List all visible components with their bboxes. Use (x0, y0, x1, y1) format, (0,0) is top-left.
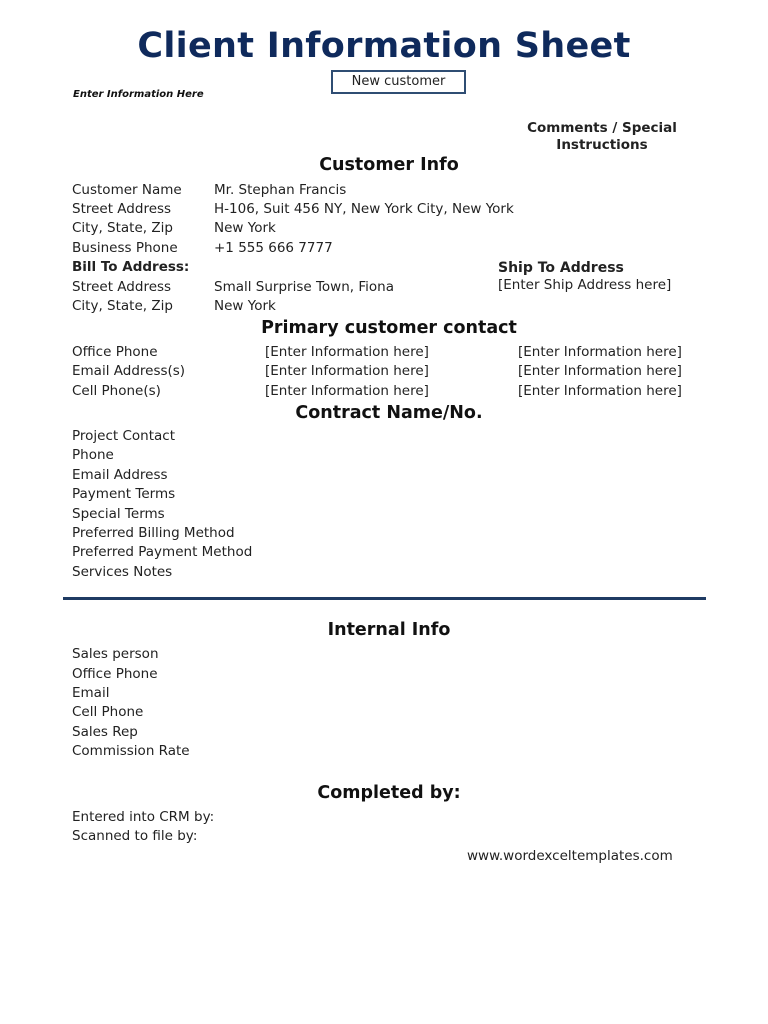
business-phone-label: Business Phone (72, 240, 178, 256)
scanned-file-label: Scanned to file by: (72, 828, 198, 844)
contract-email-label: Email Address (72, 467, 168, 483)
email-address-field-2[interactable]: [Enter Information here] (518, 363, 682, 379)
completed-by-heading: Completed by: (317, 783, 461, 803)
footer-url[interactable]: www.wordexceltemplates.com (467, 848, 673, 864)
internal-office-phone-label: Office Phone (72, 666, 158, 682)
ship-to-heading: Ship To Address (498, 260, 624, 276)
sales-person-label: Sales person (72, 646, 159, 662)
customer-info-heading: Customer Info (319, 155, 459, 175)
page-title: Client Information Sheet (137, 26, 631, 66)
business-phone-value[interactable]: +1 555 666 7777 (214, 240, 333, 256)
billing-method-label: Preferred Billing Method (72, 525, 235, 541)
contract-heading: Contract Name/No. (295, 403, 483, 423)
street-address-value[interactable]: H-106, Suit 456 NY, New York City, New York (214, 201, 514, 217)
cell-phone-label: Cell Phone(s) (72, 383, 161, 399)
entered-crm-label: Entered into CRM by: (72, 809, 215, 825)
cell-phone-field[interactable]: [Enter Information here] (265, 383, 429, 399)
bill-street-label: Street Address (72, 279, 172, 295)
office-phone-field-2[interactable]: [Enter Information here] (518, 344, 682, 360)
city-state-zip-value[interactable]: New York (214, 220, 276, 236)
city-state-zip-label: City, State, Zip (72, 220, 173, 236)
customer-name-label: Customer Name (72, 182, 182, 198)
street-address-label: Street Address (72, 201, 172, 217)
bill-street-value[interactable]: Small Surprise Town, Fiona (214, 279, 394, 295)
ship-to-value[interactable]: [Enter Ship Address here] (498, 277, 672, 293)
customer-status-field[interactable]: New customer (331, 70, 466, 94)
enter-info-hint: Enter Information Here (73, 89, 204, 100)
cell-phone-field-2[interactable]: [Enter Information here] (518, 383, 682, 399)
services-notes-label: Services Notes (72, 564, 173, 580)
commission-rate-label: Commission Rate (72, 743, 190, 759)
phone-label: Phone (72, 447, 114, 463)
office-phone-field[interactable]: [Enter Information here] (265, 344, 429, 360)
project-contact-label: Project Contact (72, 428, 176, 444)
section-divider (63, 597, 706, 600)
office-phone-label: Office Phone (72, 344, 158, 360)
sales-rep-label: Sales Rep (72, 724, 138, 740)
bill-to-heading: Bill To Address: (72, 259, 190, 275)
internal-info-heading: Internal Info (327, 620, 451, 640)
email-address-field[interactable]: [Enter Information here] (265, 363, 429, 379)
comments-heading: Comments / Special Instructions (527, 120, 677, 153)
email-address-label: Email Address(s) (72, 363, 186, 379)
bill-city-label: City, State, Zip (72, 298, 173, 314)
special-terms-label: Special Terms (72, 506, 165, 522)
bill-city-value[interactable]: New York (214, 298, 276, 314)
internal-email-label: Email (72, 685, 110, 701)
payment-terms-label: Payment Terms (72, 486, 176, 502)
customer-name-value[interactable]: Mr. Stephan Francis (214, 182, 347, 198)
primary-contact-heading: Primary customer contact (261, 318, 517, 338)
payment-method-label: Preferred Payment Method (72, 544, 253, 560)
internal-cell-phone-label: Cell Phone (72, 704, 144, 720)
